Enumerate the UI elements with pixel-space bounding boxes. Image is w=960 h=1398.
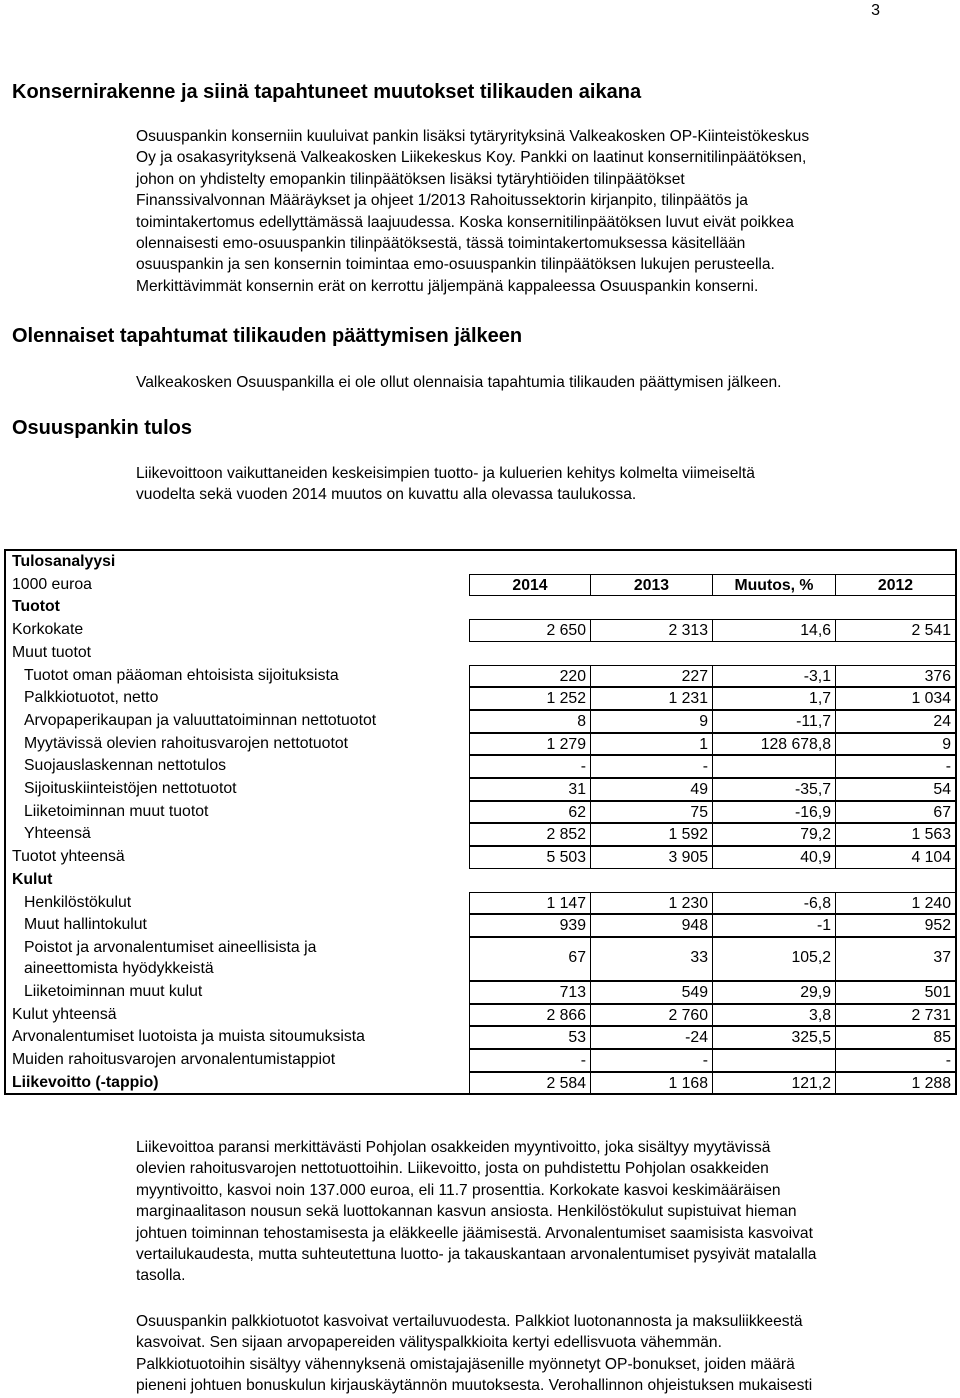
- table-cell: 62: [469, 801, 591, 824]
- page-number: 3: [871, 2, 880, 19]
- table-cell: 2 650: [469, 619, 591, 642]
- table-cell: 49: [591, 778, 713, 801]
- table-row: [6, 1004, 955, 1027]
- row-cells: [469, 981, 952, 1004]
- text-line: marginaalitason nousun sekä luottokannan kasvun ansiosta. Henkilöstökulut supistuivat hieman: [136, 1203, 797, 1221]
- header-2013: 2013: [591, 574, 713, 597]
- table-row: [6, 733, 955, 756]
- table-header-cells: [469, 574, 952, 597]
- table-cell: 9: [836, 733, 956, 756]
- text-line: Oy ja osakasyrityksenä Valkeakosken Liikekeskus Koy. Pankki on laatinut konsernitilinpäätöksen,: [136, 149, 807, 167]
- row-label: Tuotot oman pääoman ehtoisista sijoituksista: [24, 666, 339, 684]
- table-cell: -: [591, 1049, 713, 1072]
- row-cells: [469, 619, 952, 642]
- text-line: Liikevoittoa paransi merkittävästi Pohjolan osakkeiden myyntivoitto, joka sisältyy myytävissä: [136, 1139, 771, 1156]
- text-line: johon on yhdistelty emopankin tilinpäätöksen lisäksi tytäryhtiöiden tilinpäätökset: [136, 170, 685, 188]
- row-label: Poistot ja arvonalentumiset aineellisista ja aineettomista hyödykkeistä: [24, 938, 317, 977]
- table-cell: 24: [836, 710, 956, 733]
- income-analysis-table: [4, 549, 957, 1095]
- heading-bank-result: Osuuspankin tulos: [12, 417, 193, 439]
- table-cell: 1 288: [836, 1072, 956, 1095]
- row-cells: [469, 755, 952, 778]
- table-cell: 85: [836, 1026, 956, 1049]
- table-row: [6, 892, 955, 915]
- table-row: [6, 710, 955, 733]
- table-cell: 2 541: [836, 619, 956, 642]
- table-cell: -35,7: [713, 778, 836, 801]
- table-row: [6, 914, 955, 937]
- table-cell: 31: [469, 778, 591, 801]
- table-row: [6, 1072, 955, 1095]
- table-row: [6, 687, 955, 710]
- table-cell: 1 147: [469, 892, 591, 915]
- table-row: [6, 755, 955, 778]
- table-cell: 8: [469, 710, 591, 733]
- header-2012: 2012: [836, 574, 956, 597]
- row-label: Sijoituskiinteistöjen nettotuotot: [24, 780, 237, 797]
- row-label: Liiketoiminnan muut kulut: [24, 982, 203, 1000]
- row-cells: [469, 937, 952, 981]
- table-cell: [713, 1049, 836, 1072]
- table-cell: 14,6: [713, 619, 836, 642]
- table-cell: -11,7: [713, 710, 836, 733]
- table-cell: 1 592: [591, 823, 713, 846]
- table-row: [6, 981, 955, 1004]
- table-row: [6, 642, 955, 665]
- text-line: kasvoivat. Sen sijaan arvopapereiden välityspalkkioita kertyi edellisvuota vähemmän.: [136, 1334, 722, 1352]
- table-cell: -1: [713, 914, 836, 937]
- table-header-row: [6, 574, 955, 597]
- text-line: tasolla.: [136, 1267, 186, 1285]
- table-cell: 2 760: [591, 1004, 713, 1027]
- heading-subsequent-events: Olennaiset tapahtumat tilikauden päättymisen jälkeen: [12, 325, 523, 347]
- paragraph-group-structure: [136, 126, 951, 297]
- table-cell: 54: [836, 778, 956, 801]
- row-label: Tuotot yhteensä: [12, 848, 125, 866]
- table-cell: -: [836, 755, 956, 778]
- table-cell: 67: [469, 937, 591, 981]
- table-cell: 105,2: [713, 937, 836, 981]
- row-label: Arvopaperikaupan ja valuuttatoiminnan nettotuotot: [24, 711, 377, 729]
- table-cell: 549: [591, 981, 713, 1004]
- table-row: [6, 937, 955, 981]
- row-cells: [469, 1004, 952, 1027]
- table-cell: 1 240: [836, 892, 956, 915]
- table-cell: -3,1: [713, 665, 836, 688]
- table-cell: 2 866: [469, 1004, 591, 1027]
- table-cell: -: [469, 755, 591, 778]
- table-cell: 3,8: [713, 1004, 836, 1027]
- table-row: [6, 801, 955, 824]
- header-2014: 2014: [469, 574, 591, 597]
- row-cells: [469, 733, 952, 756]
- text-line: Palkkiotuotoihin sisältyy vähennyksenä omistajajäsenille myönnetyt OP-bonukset, joiden määrä: [136, 1355, 795, 1373]
- row-label: Kulut: [12, 870, 53, 888]
- table-cell: 325,5: [713, 1026, 836, 1049]
- table-cell: 2 313: [591, 619, 713, 642]
- text-line: pieneni johtuen bonuskulun kirjauskäytännön muutoksesta. Verohallinnon ohjeistuksen mukaisesti: [136, 1377, 813, 1395]
- table-cell: 1 168: [591, 1072, 713, 1095]
- text-line: myyntivoitto, kasvoi noin 137.000 euroa, eli 11.7 prosenttia. Korkokate kasvoi keskimääräisen: [136, 1181, 781, 1199]
- table-cell: 948: [591, 914, 713, 937]
- row-cells: [469, 778, 952, 801]
- header-change: Muutos, %: [713, 574, 836, 597]
- table-cell: [713, 755, 836, 778]
- table-cell: 33: [591, 937, 713, 981]
- table-cell: 227: [591, 665, 713, 688]
- paragraph-result-commentary: [136, 1137, 951, 1287]
- table-cell: -6,8: [713, 892, 836, 915]
- table-row: [6, 619, 955, 642]
- row-label: Henkilöstökulut: [24, 893, 132, 911]
- text-line: olennaisesti emo-osuuspankin tilinpäätöksestä, tässä toimintakertomuksessa käsitellään: [136, 235, 746, 253]
- text-line: Finanssivalvonnan Määräykset ja ohjeet 1/2013 Rahoitussektorin kirjanpito, tilinpäätös ja: [136, 192, 748, 210]
- table-title-row: [6, 551, 955, 574]
- text-line: vuodelta sekä vuoden 2014 muutos on kuvattu alla olevassa taulukossa.: [136, 486, 637, 504]
- text-line: olevien rahoitusvarojen nettotuottoihin. Liikevoitto, josta on puhdistettu Pohjolan osakkeiden: [136, 1160, 769, 1178]
- table-cell: 1 034: [836, 687, 956, 710]
- table-cell: 2 731: [836, 1004, 956, 1027]
- row-cells: [469, 914, 952, 937]
- table-row: [6, 778, 955, 801]
- table-cell: 75: [591, 801, 713, 824]
- row-label: Arvonalentumiset luotoista ja muista sitoumuksista: [12, 1028, 365, 1046]
- table-cell: 3 905: [591, 846, 713, 869]
- row-cells: [469, 1026, 952, 1049]
- table-cell: 121,2: [713, 1072, 836, 1095]
- table-cell: 1: [591, 733, 713, 756]
- row-cells: [469, 1049, 952, 1072]
- paragraph-commission-income: [136, 1311, 951, 1397]
- row-cells: [469, 892, 952, 915]
- row-label: Yhteensä: [24, 825, 91, 843]
- table-row: [6, 869, 955, 892]
- table-cell: 40,9: [713, 846, 836, 869]
- text-line: johtuen toiminnan tehostamisesta ja eläkkeelle jäämisestä. Arvonalentumiset saamisista kasvoivat: [136, 1224, 813, 1242]
- row-label: Muut tuotot: [12, 643, 92, 661]
- table-cell: -16,9: [713, 801, 836, 824]
- table-cell: 1 563: [836, 823, 956, 846]
- table-row: [6, 596, 955, 619]
- table-cell: 4 104: [836, 846, 956, 869]
- row-cells: [469, 687, 952, 710]
- table-cell: -: [469, 1049, 591, 1072]
- text-line: Merkittävimmät konsernin erät on kerrottu jäljempänä kappaleessa Osuuspankin konserni.: [136, 277, 759, 295]
- row-cells: [469, 710, 952, 733]
- table-cell: 952: [836, 914, 956, 937]
- table-cell: 220: [469, 665, 591, 688]
- table-cell: 1 230: [591, 892, 713, 915]
- table-cell: 79,2: [713, 823, 836, 846]
- row-label: Liiketoiminnan muut tuotot: [24, 802, 209, 820]
- row-label: Muut hallintokulut: [24, 916, 147, 934]
- text-line: Liikevoittoon vaikuttaneiden keskeisimpien tuotto- ja kuluerien kehitys kolmelta viimeiseltä: [136, 465, 755, 482]
- table-cell: 713: [469, 981, 591, 1004]
- table-unit: 1000 euroa: [12, 575, 92, 593]
- table-cell: 1,7: [713, 687, 836, 710]
- table-row: [6, 846, 955, 869]
- text-line: vertailukaudesta, mutta suhteutettuna luotto- ja takauskantaan arvonalentumiset pysyivät matalalla: [136, 1246, 817, 1264]
- text-line: osuuspankin ja sen konsernin toimintaa emo-osuuspankin tilinpäätöksen lukujen perusteella.: [136, 256, 775, 274]
- text-line: Valkeakosken Osuuspankilla ei ole ollut olennaisia tapahtumia tilikauden päättymisen jälkeen.: [136, 374, 782, 391]
- paragraph-subsequent-events: [136, 372, 951, 393]
- table-cell: 37: [836, 937, 956, 981]
- row-label: Korkokate: [12, 621, 84, 639]
- table-cell: 128 678,8: [713, 733, 836, 756]
- row-cells: [469, 823, 952, 846]
- table-cell: -: [836, 1049, 956, 1072]
- table-title: Tulosanalyysi: [12, 553, 116, 570]
- table-cell: 5 503: [469, 846, 591, 869]
- table-cell: 2 852: [469, 823, 591, 846]
- table-row: [6, 665, 955, 688]
- text-line: toimintakertomus edellyttämässä laajuudessa. Koska konsernitilinpäätöksen luvut eivät poikkea: [136, 213, 794, 231]
- row-label: Myytävissä olevien rahoitusvarojen nettotuotot: [24, 734, 349, 752]
- table-cell: 53: [469, 1026, 591, 1049]
- row-cells: [469, 1072, 952, 1095]
- table-cell: 1 279: [469, 733, 591, 756]
- table-cell: 1 252: [469, 687, 591, 710]
- table-cell: 29,9: [713, 981, 836, 1004]
- table-cell: 2 584: [469, 1072, 591, 1095]
- text-line: Osuuspankin palkkiotuotot kasvoivat vertailuvuodesta. Palkkiot luotonannosta ja maksuliikkeestä: [136, 1313, 803, 1330]
- text-line: Osuuspankin konserniin kuuluivat pankin lisäksi tytäryrityksinä Valkeakosken OP-Kiinteistökeskus: [136, 128, 810, 145]
- table-row: [6, 1049, 955, 1072]
- row-cells: [469, 801, 952, 824]
- table-cell: 939: [469, 914, 591, 937]
- row-label: Liikevoitto (-tappio): [12, 1073, 159, 1091]
- table-cell: 9: [591, 710, 713, 733]
- table-cell: 376: [836, 665, 956, 688]
- row-label: Suojauslaskennan nettotulos: [24, 757, 226, 775]
- table-row: [6, 1026, 955, 1049]
- paragraph-bank-result-intro: [136, 463, 951, 506]
- table-cell: -: [591, 755, 713, 778]
- row-label: Kulut yhteensä: [12, 1005, 117, 1023]
- row-cells: [469, 846, 952, 869]
- table-cell: 67: [836, 801, 956, 824]
- table-cell: 1 231: [591, 687, 713, 710]
- table-cell: -24: [591, 1026, 713, 1049]
- row-label: Tuotot: [12, 598, 60, 616]
- table-row: [6, 823, 955, 846]
- row-label: Muiden rahoitusvarojen arvonalentumistappiot: [12, 1051, 336, 1068]
- table-cell: 501: [836, 981, 956, 1004]
- heading-group-structure: Konsernirakenne ja siinä tapahtuneet muutokset tilikauden aikana: [12, 81, 642, 103]
- row-cells: [469, 665, 952, 688]
- row-label: Palkkiotuotot, netto: [24, 689, 159, 707]
